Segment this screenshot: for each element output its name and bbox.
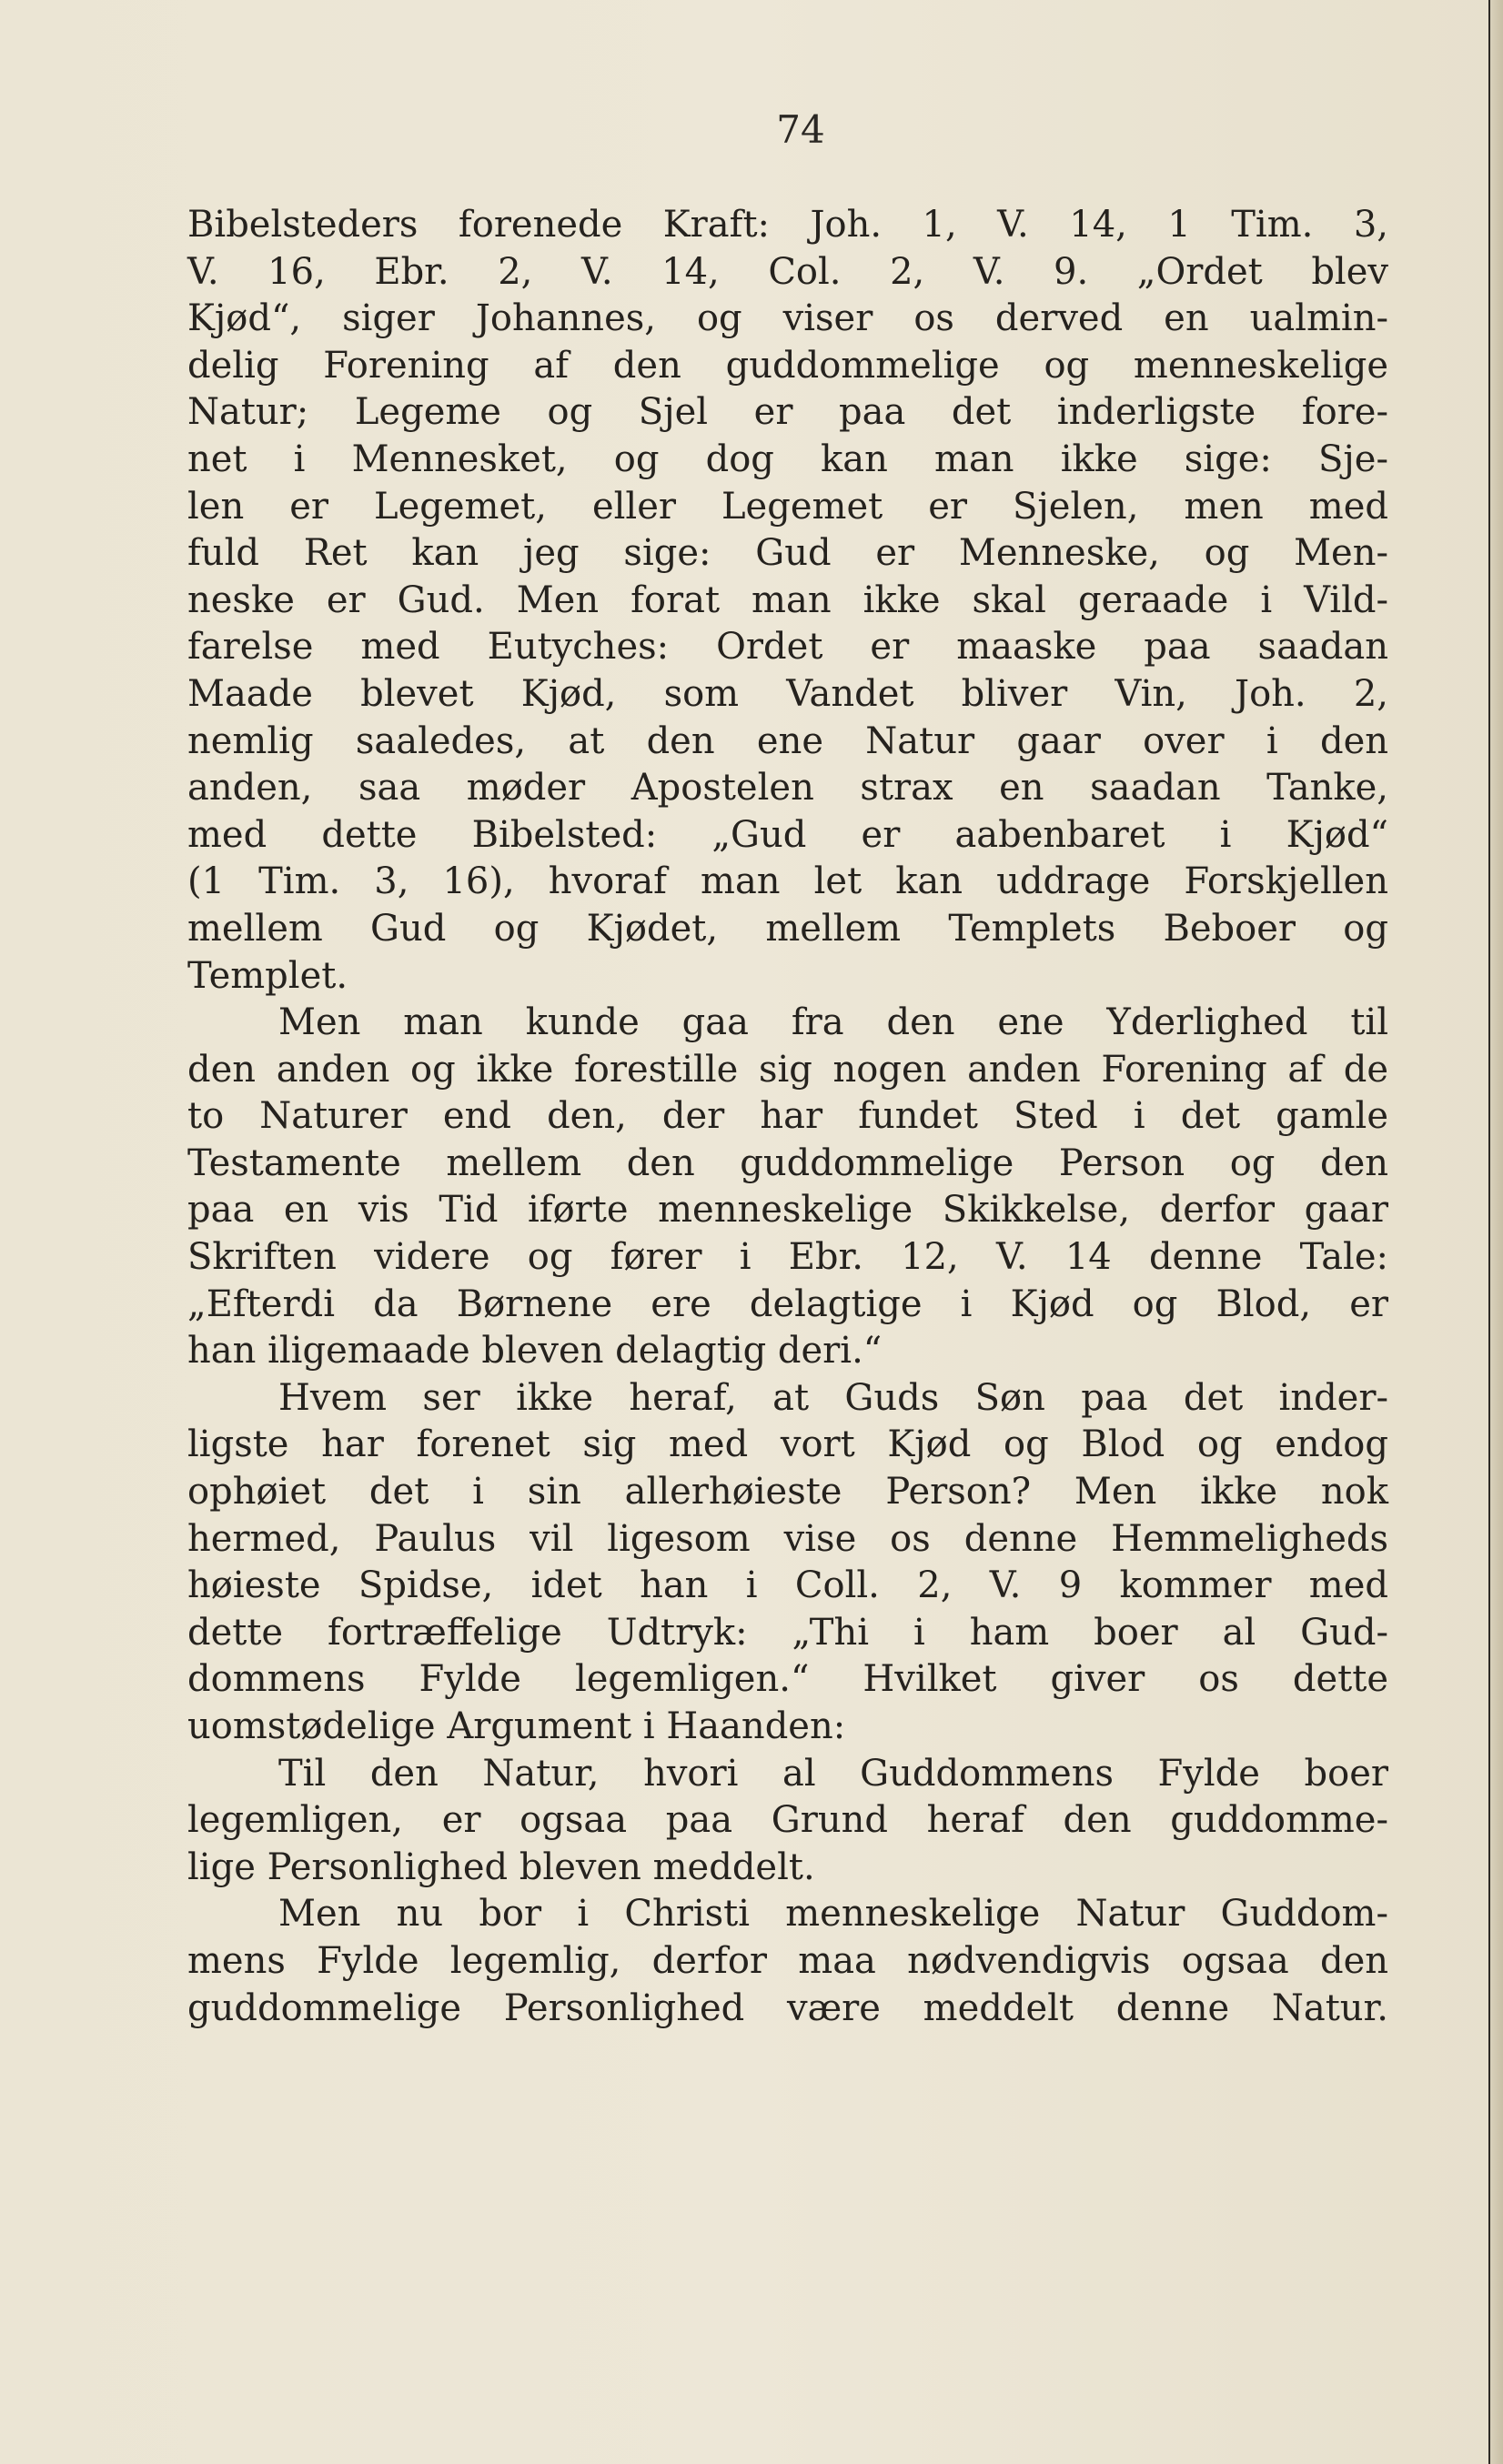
text-line: delig Forening af den guddommelige og menneskelige — [187, 344, 1388, 387]
text-line: dommens Fylde legemligen.“ Hvilket giver os dette — [187, 1658, 1388, 1701]
text-line: ophøiet det i sin allerhøieste Person? Men ikke nok — [187, 1471, 1388, 1514]
text-line: fuld Ret kan jeg sige: Gud er Menneske, og Men- — [187, 532, 1388, 575]
text-line: farelse med Eutyches: Ordet er maaske paa saadan — [187, 626, 1388, 669]
text-line: Kjød“, siger Johannes, og viser os derved en ualmin- — [187, 297, 1388, 340]
text-line: neske er Gud. Men forat man ikke skal geraade i Vild- — [187, 578, 1388, 621]
text-line: med dette Bibelsted: „Gud er aabenbaret i Kjød“ — [187, 813, 1388, 856]
text-line: mens Fylde legemlig, derfor maa nødvendigvis ogsaa den — [187, 1939, 1388, 1982]
text-line: guddommelige Personlighed være meddelt denne Natur. — [187, 1986, 1388, 2029]
text-line: (1 Tim. 3, 16), hvoraf man let kan uddrage Forskjellen — [187, 860, 1388, 903]
text-line: hermed, Paulus vil ligesom vise os denne Hemmeligheds — [187, 1517, 1388, 1560]
text-line: Hvem ser ikke heraf, at Guds Søn paa det inder- — [278, 1376, 1388, 1419]
text-line: ligste har forenet sig med vort Kjød og Blod og endog — [187, 1423, 1388, 1466]
text-line: den anden og ikke forestille sig nogen anden Forening af de — [187, 1048, 1388, 1091]
text-line: Skriften videre og fører i Ebr. 12, V. 14 denne Tale: — [187, 1236, 1388, 1279]
text-line: høieste Spidse, idet han i Coll. 2, V. 9 kommer med — [187, 1564, 1388, 1607]
body-text — [187, 202, 1388, 2032]
text-line: Men nu bor i Christi menneskelige Natur Guddom- — [278, 1893, 1388, 1936]
text-line: V. 16, Ebr. 2, V. 14, Col. 2, V. 9. „Ordet blev — [187, 250, 1388, 293]
text-line: paa en vis Tid iførte menneskelige Skikkelse, derfor gaar — [187, 1189, 1388, 1232]
text-line: Templet. — [187, 954, 348, 997]
text-line: Natur; Legeme og Sjel er paa det inderligste fore- — [187, 391, 1388, 434]
text-line: Maade blevet Kjød, som Vandet bliver Vin, Joh. 2, — [187, 672, 1388, 715]
text-line: Men man kunde gaa fra den ene Yderlighed til — [278, 1001, 1388, 1044]
text-line: mellem Gud og Kjødet, mellem Templets Beboer og — [187, 907, 1388, 950]
text-line: han iligemaade bleven delagtig deri.“ — [187, 1330, 883, 1373]
text-line: nemlig saaledes, at den ene Natur gaar over i den — [187, 719, 1388, 762]
text-line: lige Personlighed bleven meddelt. — [187, 1845, 815, 1888]
text-line: dette fortræffelige Udtryk: „Thi i ham boer al Gud- — [187, 1611, 1388, 1654]
text-line: legemligen, er ogsaa paa Grund heraf den guddomme- — [187, 1799, 1388, 1842]
text-line: Bibelsteders forenede Kraft: Joh. 1, V. 14, 1 Tim. 3, — [187, 204, 1388, 246]
text-line: uomstødelige Argument i Haanden: — [187, 1705, 846, 1747]
page-number: 74 — [776, 107, 825, 152]
text-line: to Naturer end den, der har fundet Sted i det gamle — [187, 1095, 1388, 1138]
text-line: Til den Natur, hvori al Guddommens Fylde boer — [278, 1752, 1388, 1795]
text-line: „Efterdi da Børnene ere delagtige i Kjød og Blod, er — [187, 1282, 1388, 1325]
text-line: net i Mennesket, og dog kan man ikke sige: Sje- — [187, 437, 1388, 480]
text-line: anden, saa møder Apostelen strax en saadan Tanke, — [187, 767, 1388, 810]
text-line: len er Legemet, eller Legemet er Sjelen, men med — [187, 485, 1388, 528]
text-line: Testamente mellem den guddommelige Person og den — [187, 1141, 1388, 1184]
page-edge — [1488, 0, 1503, 2464]
